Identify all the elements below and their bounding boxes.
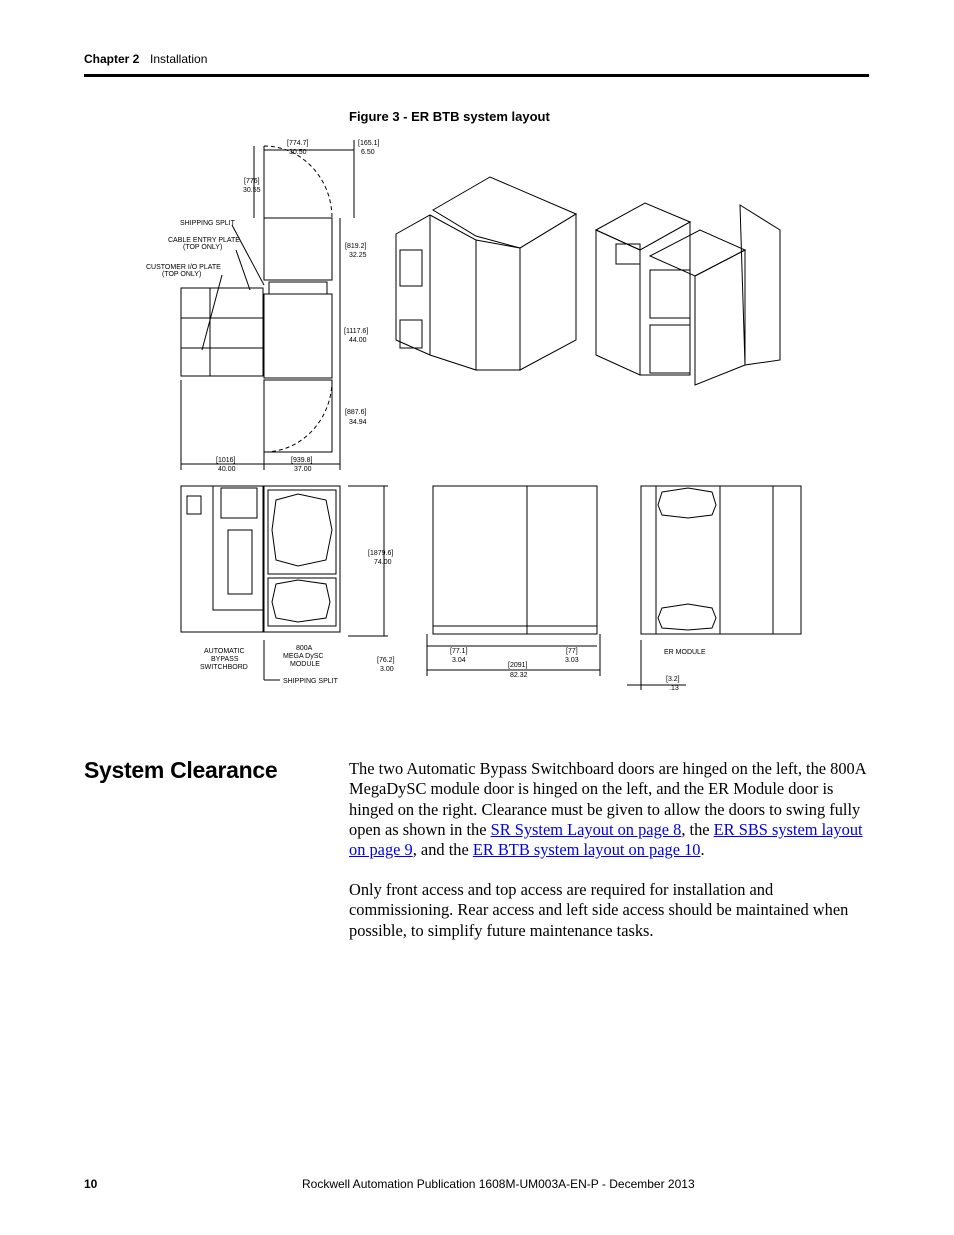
dim-d5-mm: [1117.6] bbox=[344, 328, 369, 335]
dim-d7-mm: [1016] bbox=[216, 457, 236, 464]
link-er-sbs-layout[interactable]: ER SBS system layout on page 9 bbox=[349, 819, 863, 860]
dim-d4-in: 32.25 bbox=[349, 252, 367, 259]
link-sr-system-layout[interactable]: SR System Layout on page 8 bbox=[490, 819, 682, 839]
label-abs-3: SWITCHBORD bbox=[200, 664, 248, 671]
dim-d13-in: 3.03 bbox=[565, 657, 579, 664]
er-btb-layout-diagram bbox=[140, 130, 820, 700]
dim-d12-in: 82.32 bbox=[510, 672, 528, 679]
dim-d3-in: 30.55 bbox=[243, 187, 261, 194]
dim-d9-mm: [1879.6] bbox=[368, 550, 394, 557]
section-label: Installation bbox=[150, 52, 208, 66]
page-header bbox=[84, 52, 208, 66]
dim-d14-in: .13 bbox=[669, 685, 679, 692]
chapter-label: Chapter 2 bbox=[84, 52, 140, 66]
p1-text-a: The two Automatic Bypass Switchboard doors are hinged on the left, the 800A MegaDySC module door is hinged on the left, and the ER Module door is hinged on the right. Clearance must be given to allow the doors to swing fully open as shown in the bbox=[349, 759, 866, 839]
dim-d14-mm: [3.2] bbox=[666, 676, 680, 683]
dim-d6-mm: [887.6] bbox=[345, 409, 367, 416]
dim-d10-mm: [76.2] bbox=[377, 657, 395, 664]
page-number: 10 bbox=[84, 1177, 98, 1191]
p1-text-c: , and the bbox=[412, 840, 473, 860]
er-module-view bbox=[627, 486, 801, 690]
dim-d9-in: 74.00 bbox=[374, 559, 392, 566]
dim-d13-mm: [77] bbox=[566, 648, 578, 655]
iso-view-right bbox=[596, 203, 780, 385]
dim-d7-in: 40.00 bbox=[218, 466, 236, 473]
figure-caption: Figure 3 - ER BTB system layout bbox=[349, 109, 550, 124]
dim-d5-in: 44.00 bbox=[349, 337, 367, 344]
dim-d2-mm: [165.1] bbox=[358, 140, 380, 147]
top-view-plate bbox=[269, 282, 327, 294]
dim-d3-mm: [776] bbox=[244, 178, 260, 185]
label-customer-io-1: CUSTOMER I/O PLATE bbox=[146, 264, 221, 271]
header-rule bbox=[84, 74, 869, 77]
iso-view-left bbox=[396, 177, 576, 370]
label-customer-io-2: (TOP ONLY) bbox=[162, 271, 202, 278]
dim-d11-in: 3.04 bbox=[452, 657, 466, 664]
dim-d12-mm: [2091] bbox=[508, 662, 528, 669]
dim-d2-in: 6.50 bbox=[361, 149, 375, 156]
dim-d8-in: 37.00 bbox=[294, 466, 312, 473]
publication-info: Rockwell Automation Publication 1608M-UM003A-EN-P - December 2013 bbox=[302, 1177, 695, 1191]
label-mod-2: MEGA DySC bbox=[283, 653, 324, 660]
label-cable-entry-1: CABLE ENTRY PLATE bbox=[168, 237, 240, 244]
dim-d8-mm: [939.8] bbox=[291, 457, 313, 464]
top-view-module-lower bbox=[264, 294, 332, 378]
top-view-abs bbox=[181, 288, 263, 376]
dim-d11-mm: [77.1] bbox=[450, 648, 468, 655]
label-mod-1: 800A bbox=[296, 645, 313, 652]
label-abs-1: AUTOMATIC bbox=[204, 648, 245, 655]
label-shipping-split: SHIPPING SPLIT bbox=[180, 220, 235, 227]
top-view-module-upper bbox=[264, 218, 332, 280]
dim-d4-mm: [819.2] bbox=[345, 243, 367, 250]
dim-d1-in: 30.50 bbox=[289, 149, 307, 156]
dim-d10-in: 3.00 bbox=[380, 666, 394, 673]
paragraph-2: Only front access and top access are required for installation and commissioning. Rear access and left side access should be maintained when possible, to simplify future maintenance tasks. bbox=[349, 880, 849, 940]
section-title: System Clearance bbox=[84, 757, 278, 783]
dim-d6-in: 34.94 bbox=[349, 419, 367, 426]
link-er-btb-layout[interactable]: ER BTB system layout on page 10 bbox=[472, 840, 701, 860]
top-view-er-module bbox=[264, 380, 332, 452]
label-er-module: ER MODULE bbox=[664, 649, 706, 656]
p1-text-d: . bbox=[700, 840, 705, 860]
label-abs-2: BYPASS bbox=[211, 656, 239, 663]
label-mod-3: MODULE bbox=[290, 661, 320, 668]
paragraph-1 bbox=[349, 759, 871, 860]
label-shipping-split-2: SHIPPING SPLIT bbox=[283, 678, 338, 685]
dim-d1-mm: [774.7] bbox=[287, 140, 309, 147]
label-cable-entry-2: (TOP ONLY) bbox=[183, 244, 223, 251]
p1-text-b: , the bbox=[681, 819, 714, 839]
